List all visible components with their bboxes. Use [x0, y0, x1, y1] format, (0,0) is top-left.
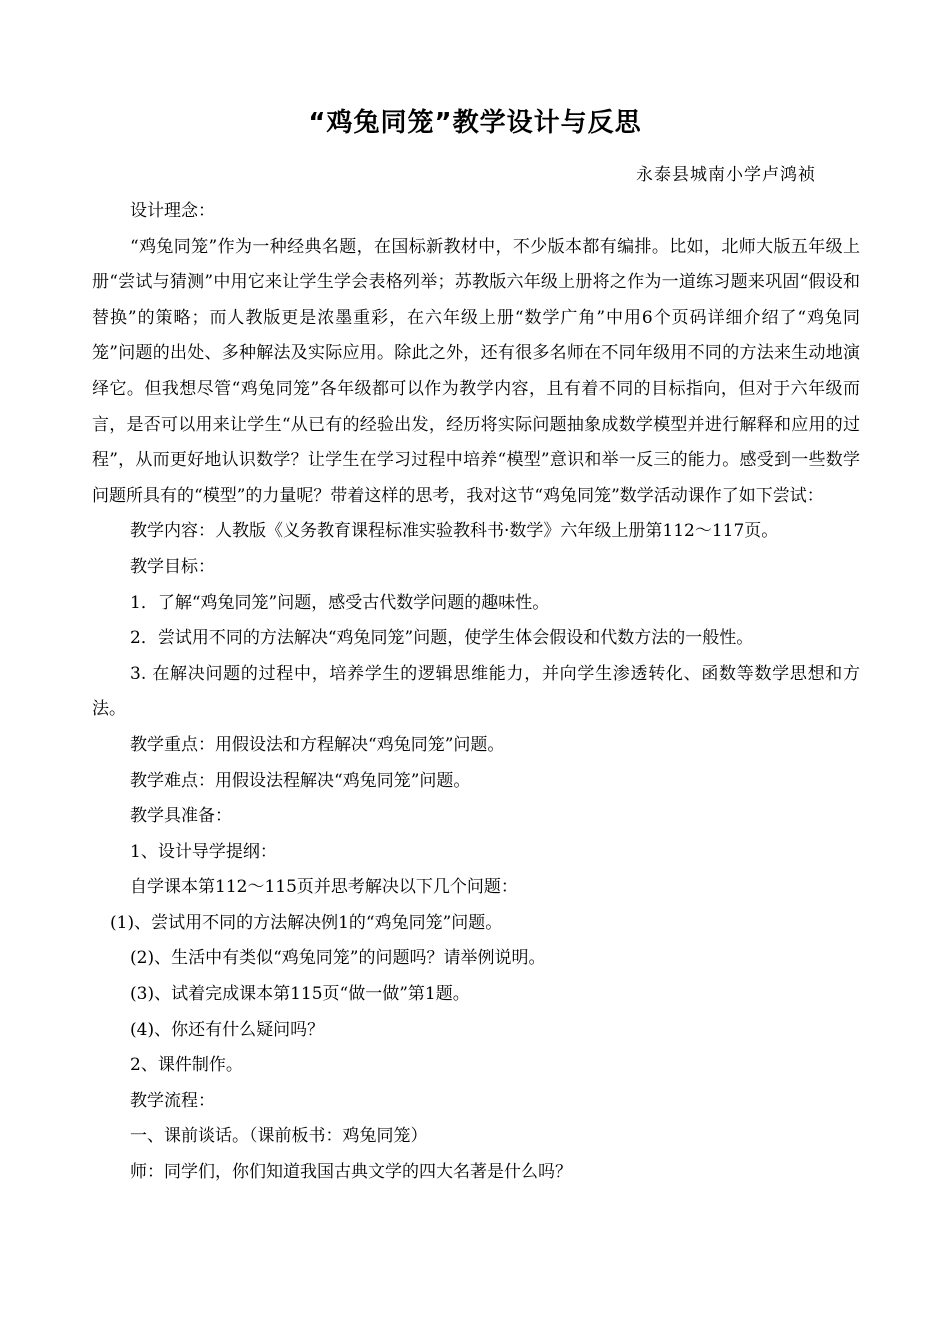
paragraph-teacher-question: 师：同学们，你们知道我国古典文学的四大名著是什么吗？: [130, 1162, 572, 1183]
paragraph-question-4: (4)、你还有什么疑问吗？: [130, 1019, 325, 1040]
paragraph-courseware: 2、课件制作。: [130, 1055, 243, 1076]
paragraph-goal-3: 3. 在解决问题的过程中，培养学生的逻辑思维能力，并向学生渗透转化、函数等数学思想和方法。: [92, 663, 860, 720]
paragraph-preparation-heading: 教学具准备：: [130, 806, 232, 827]
paragraph-question-2: (2)、生活中有类似“鸡兔同笼”的问题吗？请举例说明。: [130, 948, 546, 969]
paragraph-goal-2: 2．尝试用不同的方法解决“鸡兔同笼”问题，使学生体会假设和代数方法的一般性。: [130, 628, 754, 649]
paragraph-question-1: (1)、尝试用不同的方法解决例1的“鸡兔同笼”问题。: [110, 912, 503, 933]
paragraph-teaching-content: 教学内容：人教版《义务教育课程标准实验教科书·数学》六年级上册第112～117页。: [130, 521, 779, 542]
paragraph-self-study: 自学课本第112～115页并思考解决以下几个问题：: [130, 877, 518, 898]
document-body: [92, 194, 860, 1191]
paragraph-key-point: 教学重点：用假设法和方程解决“鸡兔同笼”问题。: [130, 734, 505, 755]
paragraph-difficult-point: 教学难点：用假设法程解决“鸡兔同笼”问题。: [130, 770, 471, 791]
paragraph-teaching-process-heading: 教学流程：: [130, 1090, 215, 1111]
document-author: 永泰县城南小学卢鸿祯: [636, 165, 816, 185]
paragraph-goal-1: 1．了解“鸡兔同笼”问题，感受古代数学问题的趣味性。: [130, 592, 550, 613]
paragraph-guide-outline: 1、设计导学提纲：: [130, 841, 277, 862]
document-title: “鸡兔同笼”教学设计与反思: [308, 108, 642, 138]
paragraph-design-concept-heading: 设计理念：: [130, 201, 215, 221]
paragraph-pre-class-talk: 一、课前谈话。（课前板书：鸡兔同笼）: [130, 1126, 428, 1147]
paragraph-design-concept: “鸡兔同笼”作为一种经典名题，在国标新教材中，不少版本都有编排。比如，北师大版五年级上册“尝试与猜测”中用它来让学生学会表格列举；苏教版六年级上册将之作为一道练习题来巩固“假设和替换”的策略；而人教版更是浓墨重彩，在六年级上册“数学广角”中用6个页码详细介绍了“鸡兔同笼”问题的出处、多种解法及实际应用。除此之外，还有很多名师在不同年级用不同的方法来生动地演绎它。但我想尽管“鸡兔同笼”各年级都可以作为教学内容，且有着不同的目标指向，但对于六年级而言，是否可以用来让学生“从已有的经验出发，经历将实际问题抽象成数学模型并进行解释和应用的过程”，从而更好地认识数学？让学生在学习过程中培养“模型”意识和举一反三的能力。感受到一些数学问题所具有的“模型”的力量呢？带着这样的思考，我对这节“鸡兔同笼”数学活动课作了如下尝试：: [92, 236, 860, 506]
paragraph-teaching-goals-heading: 教学目标：: [130, 556, 215, 577]
paragraph-question-3: (3)、试着完成课本第115页“做一做”第1题。: [130, 984, 470, 1005]
